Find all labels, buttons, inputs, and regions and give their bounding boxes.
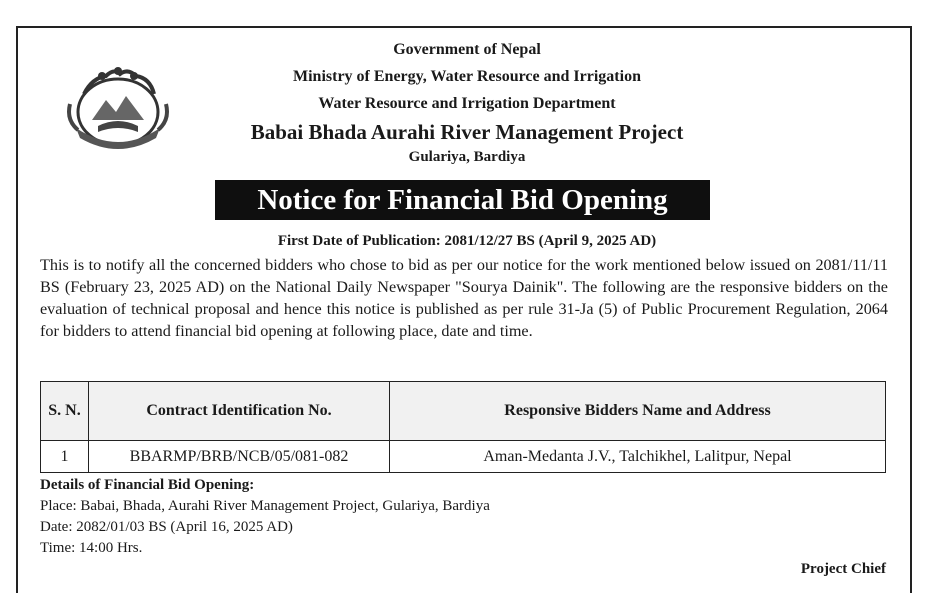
government-line: Government of Nepal (393, 41, 541, 58)
details-time: Time: 14:00 Hrs. (40, 540, 143, 556)
project-name: Babai Bhada Aurahi River Management Project (250, 120, 684, 144)
col-header-sn: S. N. (41, 382, 89, 441)
cell-bidder: Aman-Medanta J.V., Talchikhel, Lalitpur, Nepal (390, 441, 886, 473)
bidders-table (40, 381, 886, 473)
col-header-bidder: Responsive Bidders Name and Address (390, 382, 886, 441)
details-title: Details of Financial Bid Opening: (40, 477, 255, 493)
opening-details (40, 475, 490, 559)
project-location: Gulariya, Bardiya (408, 149, 526, 165)
cell-contract-id: BBARMP/BRB/NCB/05/081-082 (89, 441, 390, 473)
notice-title: Notice for Financial Bid Opening (215, 180, 710, 220)
details-place: Place: Babai, Bhada, Aurahi River Management Project, Gulariya, Bardiya (40, 498, 490, 514)
table-header-row (41, 382, 886, 441)
signature-project-chief: Project Chief (800, 561, 886, 577)
col-header-contract: Contract Identification No. (89, 382, 390, 441)
table-row (41, 441, 886, 473)
department-line: Water Resource and Irrigation Department (318, 95, 616, 112)
publication-date: First Date of Publication: 2081/12/27 BS (April 9, 2025 AD) (277, 233, 657, 249)
notice-body: This is to notify all the concerned bidders who chose to bid as per our notice for the work mentioned below issued on 2081/11/11 BS (February 23, 2025 AD) on the National Daily Newspaper "Sourya Dainik". The following are the responsive bidders on the evaluation of technical proposal and hence this notice is published as per rule 31-Ja (5) of Public Procurement Regulation, 2064 for bidders to attend financial bid opening at following place, date and time. (40, 256, 888, 340)
cell-sn: 1 (41, 441, 89, 473)
details-date: Date: 2082/01/03 BS (April 16, 2025 AD) (40, 519, 293, 535)
ministry-line: Ministry of Energy, Water Resource and Irrigation (293, 68, 641, 85)
